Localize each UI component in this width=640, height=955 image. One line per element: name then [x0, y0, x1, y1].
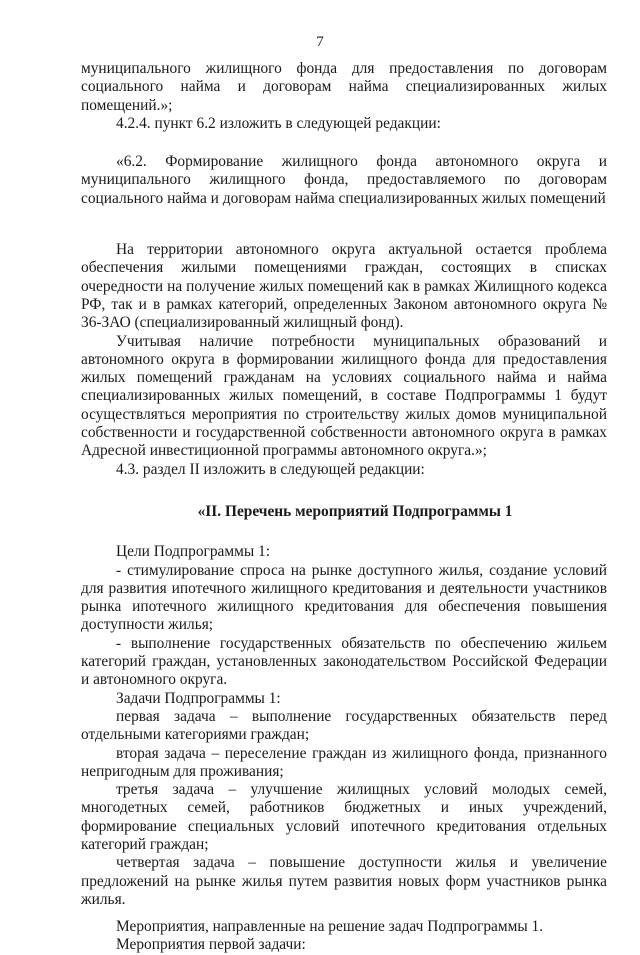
goal-item: - стимулирование спроса на рынке доступного жилья, создание условий для развития ипотечного жилищного кредитования и деятельности участников рынка ипотечного жилищного кредитования для обеспечения повышения доступности жилья;: [81, 561, 607, 634]
goal-item: - выполнение государственных обязательств по обеспечению жильем категорий граждан, установленных законодательством Российской Федерации и автономного округа.: [81, 634, 607, 689]
task-item: третья задача – улучшение жилищных условий молодых семей, многодетных семей, работников бюджетных и иных учреждений, формирование специальных условий ипотечного кредитования отдельных категорий граждан;: [81, 781, 607, 853]
document-body: [81, 60, 607, 955]
task-item: четвертая задача – повышение доступности жилья и увеличение предложений на рынке жилья путем развития новых форм участников рынка жилья.: [81, 854, 607, 908]
tasks-title: Задачи Подпрограммы 1:: [116, 689, 281, 707]
goals-title: Цели Подпрограммы 1:: [116, 543, 271, 561]
measures-first-task: Мероприятия первой задачи:: [116, 936, 306, 954]
paragraph-continuation: муниципального жилищного фонда для предоставления по договорам социального найма и договорам найма специализированных жилых помещений.»;: [81, 60, 607, 114]
task-item: первая задача – выполнение государственных обязательств перед отдельными категориями граждан;: [81, 707, 607, 744]
measures-intro: Мероприятия, направленные на решение задач Подпрограммы 1.: [116, 918, 544, 936]
paragraph-item-4-3: 4.3. раздел II изложить в следующей редакции:: [116, 460, 425, 478]
paragraph-clause-6-2-title: «6.2. Формирование жилищного фонда автономного округа и муниципального жилищного фонда, предоставляемого по договорам социального найма и договорам найма специализированных жилых помещений: [81, 153, 607, 207]
task-item: вторая задача – переселение граждан из жилищного фонда, признанного непригодным для проживания;: [81, 744, 607, 780]
section-heading: «II. Перечень мероприятий Подпрограммы 1: [197, 502, 513, 520]
paragraph-item-4-2-4: 4.2.4. пункт 6.2 изложить в следующей редакции:: [116, 114, 441, 132]
paragraph-municipal-needs: Учитывая наличие потребности муниципальных образований и автономного округа в формировании жилищного фонда для предоставления жилых помещений гражданам на условиях социального найма и найма специализированных жилых помещений, в составе Подпрограммы 1 будут осуществляться мероприятия по строительству жилых домов муниципальной собственности и государственной собственности автономного округа в рамках Адресной инвестиционной программы автономного округа.»;: [81, 332, 607, 460]
paragraph-territory-problem: На территории автономного округа актуальной остается проблема обеспечения жилыми помещениями граждан, состоящих в списках очередности на получение жилых помещений как в рамках Жилищного кодекса РФ, так и в рамках категорий, определенных Законом автономного округа № 36-ЗАО (специализированный жилищный фонд).: [81, 241, 607, 332]
page-number: 7: [316, 34, 324, 50]
